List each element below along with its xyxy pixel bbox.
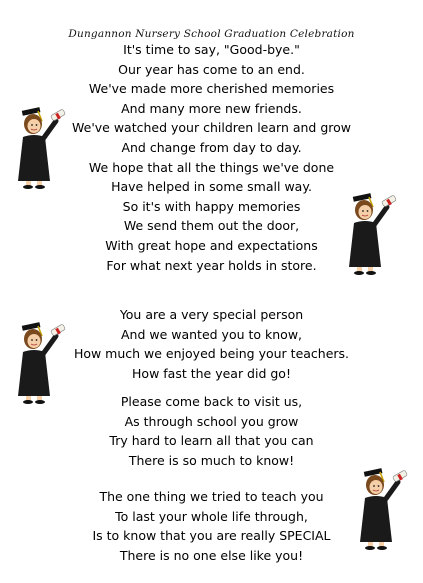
- graduate-clipart-1: [14, 107, 68, 189]
- stanza-1: [60, 40, 363, 275]
- graduate-icon: [356, 468, 410, 550]
- poem-line: There is no one else like you!: [119, 547, 304, 563]
- poem-line: Is to know that you are really SPECIAL: [92, 528, 331, 544]
- poem-line: As through school you grow: [124, 413, 299, 429]
- poem-line: How much we enjoyed being your teachers.: [73, 346, 350, 362]
- poem-line: And many more new friends.: [121, 100, 302, 116]
- poem-line: To last your whole life through,: [115, 508, 308, 524]
- poem-line: You are a very special person: [119, 307, 304, 322]
- poem-line: We send them out the door,: [123, 218, 300, 234]
- poem-line: We hope that all the things we've done: [88, 159, 335, 175]
- stanza-3: [60, 392, 363, 470]
- poem-line: We've made more cherished memories: [88, 81, 335, 97]
- poem-line: With great hope and expectations: [105, 237, 318, 253]
- stanza-4: [60, 487, 363, 565]
- poem-line: Our year has come to an end.: [118, 61, 305, 77]
- page-title: Dungannon Nursery School Graduation Celebration: [68, 28, 355, 40]
- graduate-clipart-3: [14, 322, 68, 404]
- poem-line: And we wanted you to know,: [120, 326, 303, 342]
- graduate-icon: [14, 322, 68, 404]
- poem-line: For what next year holds in store.: [106, 257, 317, 273]
- poem-line: How fast the year did go!: [132, 365, 291, 381]
- poem-line: So it's with happy memories: [122, 198, 301, 214]
- graduate-icon: [345, 193, 399, 275]
- graduate-clipart-4: [356, 468, 410, 550]
- poem-line: Have helped in some small way.: [111, 179, 312, 195]
- graduate-clipart-2: [345, 193, 399, 275]
- poem-line: The one thing we tried to teach you: [99, 489, 324, 504]
- poem-line: There is so much to know!: [128, 452, 295, 468]
- poem-line: We've watched your children learn and grow: [72, 120, 351, 136]
- stanza-2: [60, 305, 363, 383]
- poem-line: Please come back to visit us,: [120, 394, 303, 409]
- poem-line: And change from day to day.: [121, 139, 302, 155]
- poem-line: It's time to say, "Good-bye.": [123, 42, 300, 57]
- graduate-icon: [14, 107, 68, 189]
- poem-line: Try hard to learn all that you can: [109, 433, 314, 449]
